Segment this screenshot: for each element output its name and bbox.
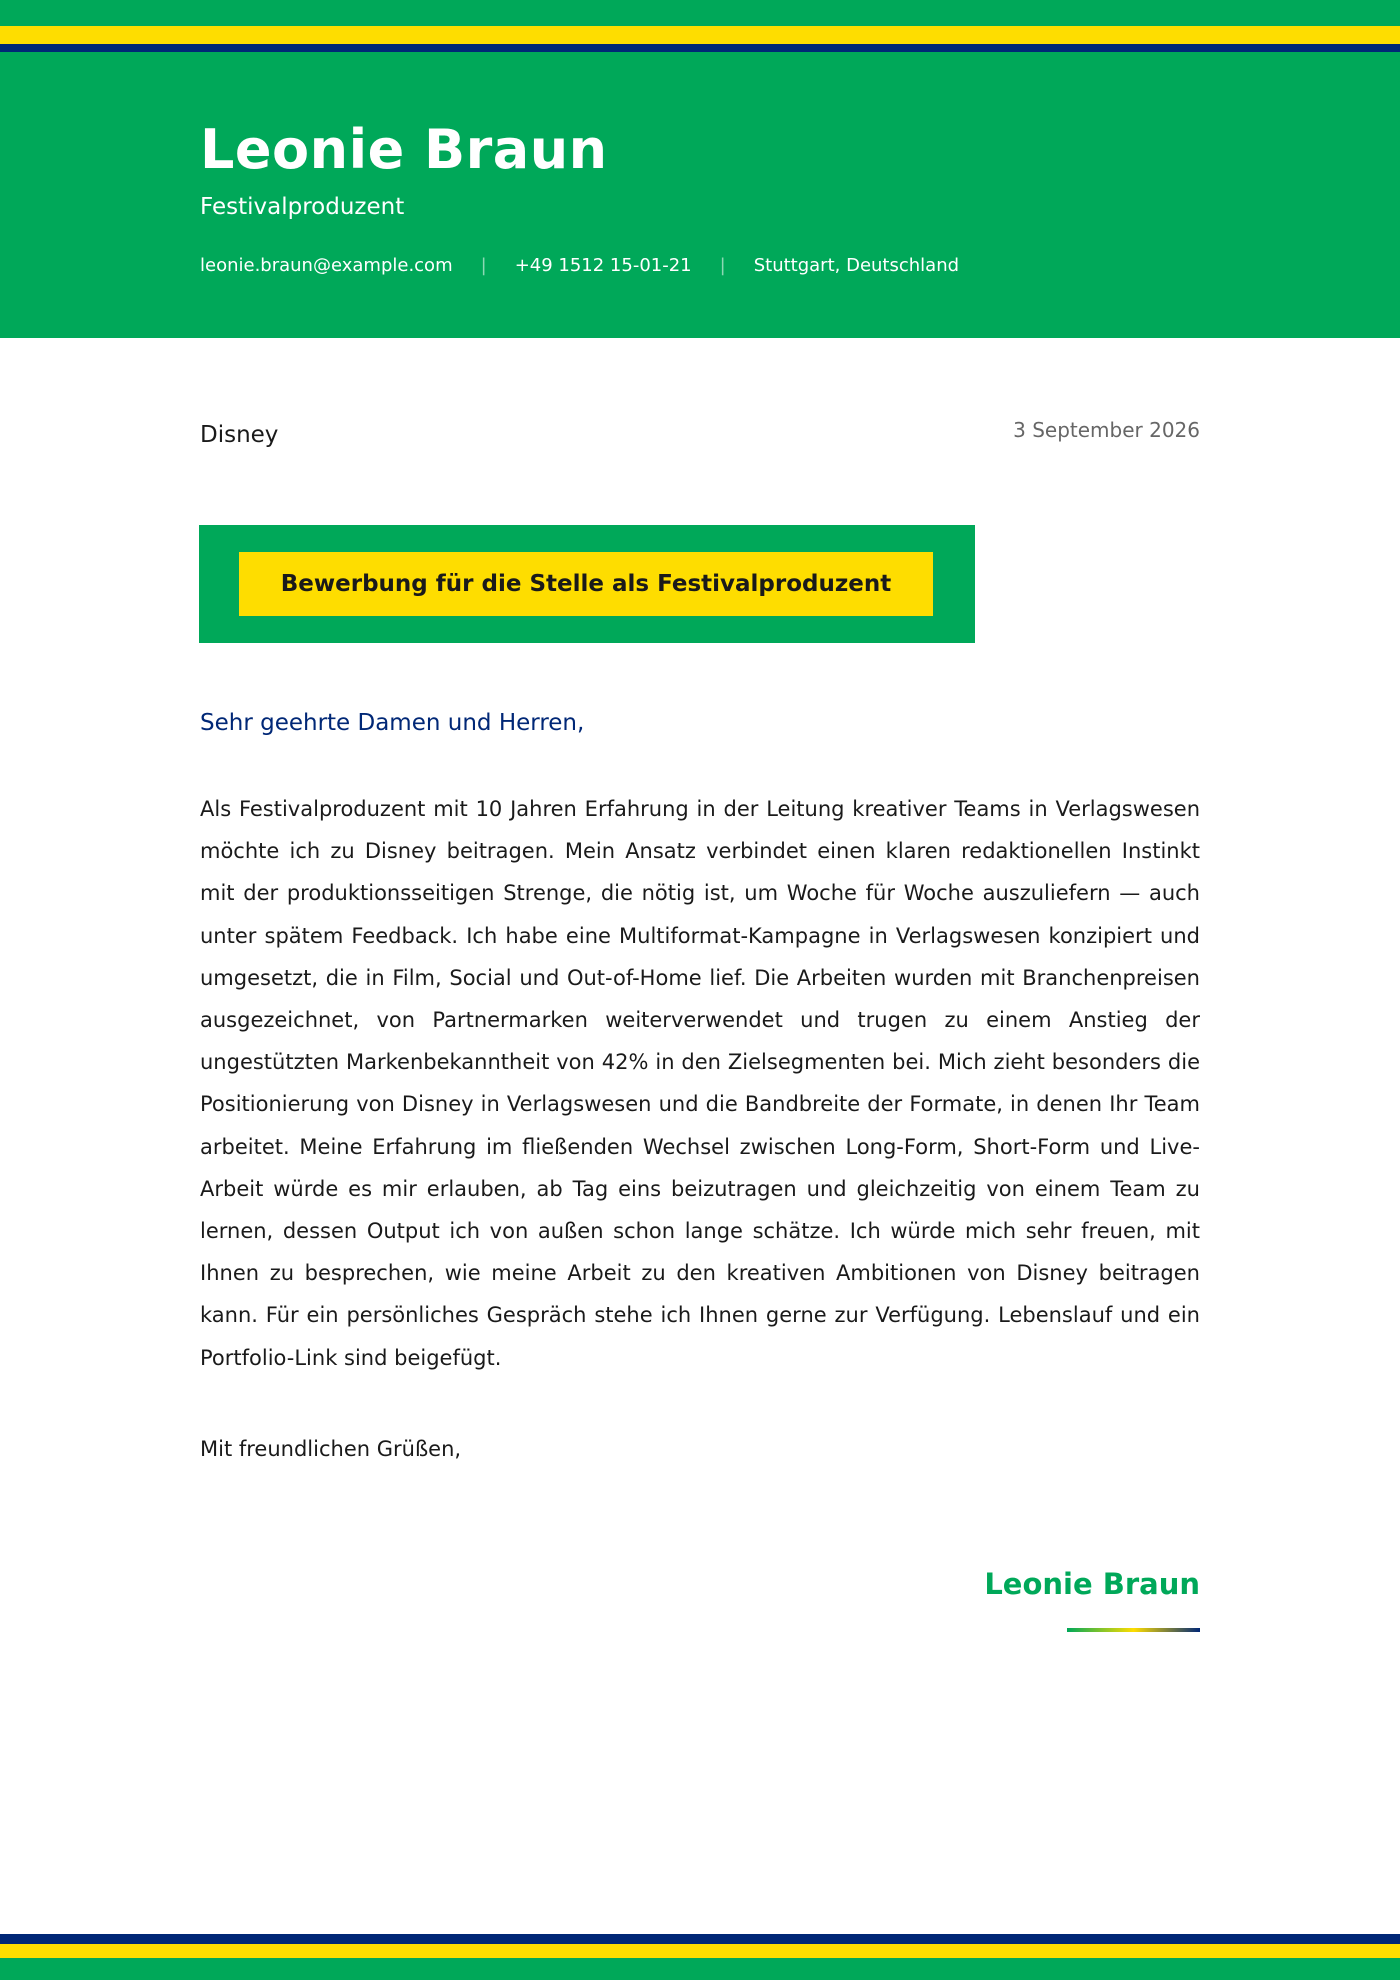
closing: Mit freundlichen Grüßen, bbox=[200, 1437, 462, 1461]
top-stripe-yellow bbox=[0, 26, 1400, 44]
signature-name: Leonie Braun bbox=[984, 1567, 1200, 1601]
subject-box bbox=[199, 525, 975, 643]
letterhead bbox=[0, 0, 1400, 338]
letter-body: Als Festivalproduzent mit 10 Jahren Erfahrung in der Leitung kreativer Teams in Verlagswesen möchte ich zu Disney beitragen. Mein Ansatz verbindet einen klaren redaktionellen Instinkt mit der produktionsseitigen Strenge, die nötig ist, um Woche für Woche auszuliefern — auch unter spätem Feedback. Ich habe eine Multiformat-Kampagne in Verlagswesen konzipiert und umgesetzt, die in Film, Social und Out-of-Home lief. Die Arbeiten wurden mit Branchenpreisen ausgezeichnet, von Partnermarken weiterverwendet und trugen zu einem Anstieg der ungestützten Markenbekanntheit von 42% in den Zielsegmenten bei. Mich zieht besonders die Positionierung von Disney in Verlagswesen und die Bandbreite der Formate, in denen Ihr Team arbeitet. Meine Erfahrung im fließenden Wechsel zwischen Long-Form, Short-Form und Live-Arbeit würde es mir erlauben, ab Tag eins beizutragen und gleichzeitig von einem Team zu lernen, dessen Output ich von außen schon lange schätze. Ich würde mich sehr freuen, mit Ihnen zu besprechen, wie meine Arbeit zu den kreativen Ambitionen von Disney beitragen kann. Für ein persönliches Gespräch stehe ich Ihnen gerne zur Verfügung. Lebenslauf und ein Portfolio-Link sind beigefügt. bbox=[200, 797, 1200, 1370]
sender-name: Leonie Braun bbox=[200, 118, 608, 181]
bottom-stripe-green bbox=[0, 1958, 1400, 1980]
contact-separator: | bbox=[480, 254, 487, 276]
letter-date: 3 September 2026 bbox=[1013, 418, 1200, 442]
contact-separator: | bbox=[719, 254, 726, 276]
sender-role: Festivalproduzent bbox=[200, 194, 405, 220]
contact-email[interactable]: leonie.braun@example.com bbox=[200, 254, 453, 276]
signature-underline bbox=[1067, 1628, 1200, 1632]
recipient-company: Disney bbox=[200, 422, 279, 448]
bottom-stripe-yellow bbox=[0, 1944, 1400, 1958]
top-stripe-blue bbox=[0, 44, 1400, 52]
contact-phone[interactable]: +49 1512 15-01-21 bbox=[514, 254, 692, 276]
subject-line: Bewerbung für die Stelle als Festivalproduzent bbox=[239, 552, 933, 616]
bottom-stripe-blue bbox=[0, 1934, 1400, 1944]
contact-location: Stuttgart, Deutschland bbox=[753, 254, 960, 276]
contact-line bbox=[200, 254, 959, 276]
salutation: Sehr geehrte Damen und Herren, bbox=[200, 710, 585, 736]
